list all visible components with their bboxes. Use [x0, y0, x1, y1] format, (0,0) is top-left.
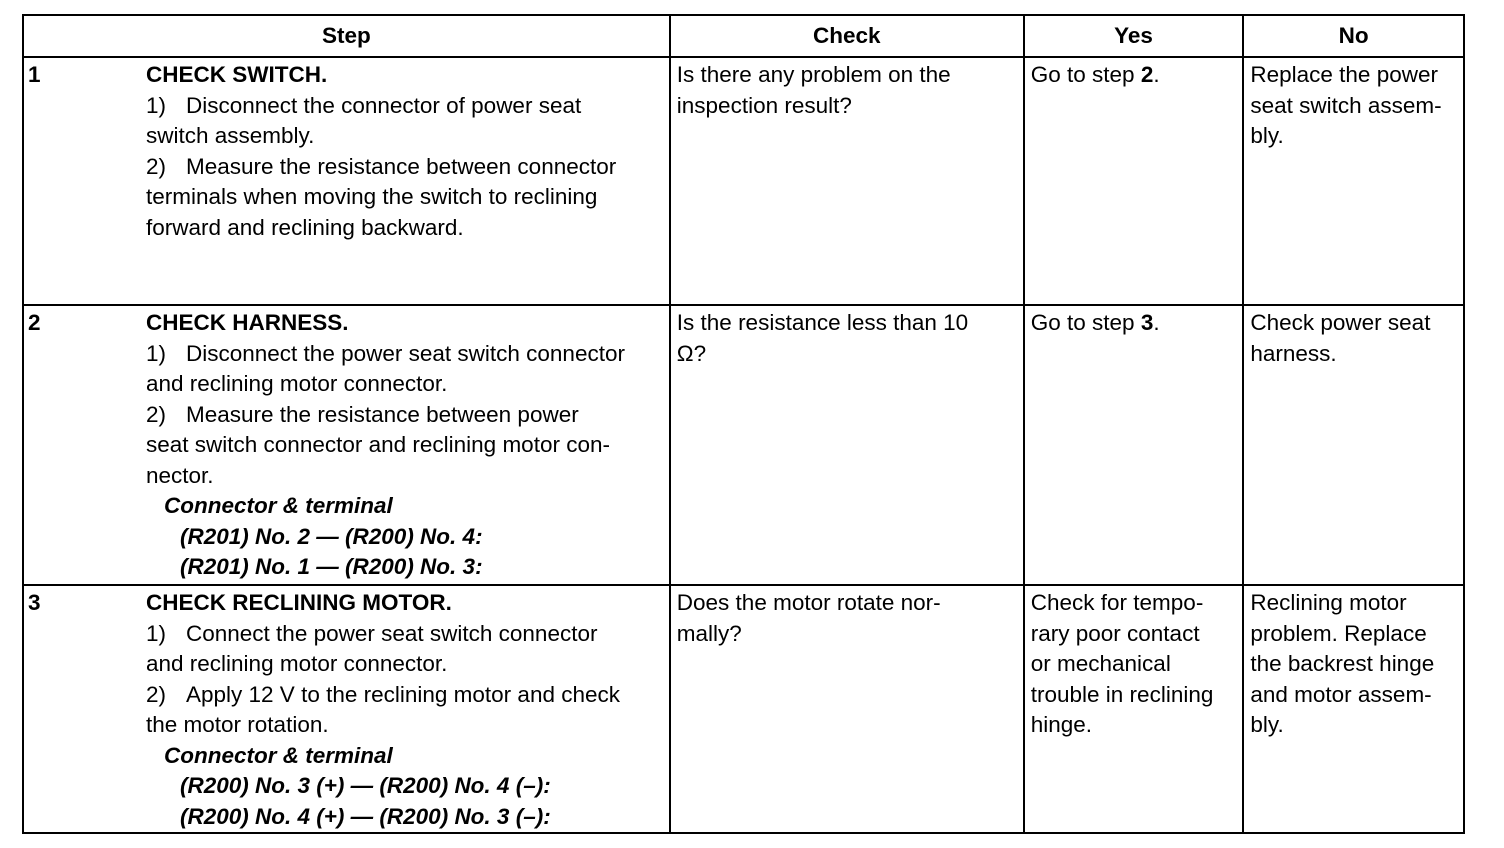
connector-terminal-value: (R200) No. 4 (+) — (R200) No. 3 (–):: [180, 803, 551, 829]
yes-cell: [1024, 585, 1244, 833]
check-text: Does the motor rotate nor-: [676, 590, 941, 615]
item-text-cont: and reclining motor connector.: [146, 651, 448, 676]
no-text: seat switch assem-: [1250, 92, 1442, 118]
item-text-cont: switch assembly.: [146, 123, 315, 148]
header-step: Step: [23, 15, 670, 57]
check-text: mally?: [676, 620, 742, 646]
item-text: Apply 12 V to the reclining motor and check: [186, 681, 620, 707]
yes-text: hinge.: [1030, 712, 1093, 737]
step-title: CHECK RECLINING MOTOR.: [146, 590, 452, 615]
yes-text: Go to step: [1030, 310, 1141, 335]
check-cell: [670, 585, 1024, 833]
step-title: CHECK SWITCH.: [146, 62, 328, 87]
step-cell: [23, 585, 670, 833]
no-text: harness.: [1250, 340, 1337, 366]
no-text: bly.: [1250, 712, 1284, 737]
item-text: Disconnect the power seat switch connector: [186, 340, 625, 366]
step-number: 2: [28, 310, 41, 335]
header-no: No: [1243, 15, 1464, 57]
table-row: [23, 305, 1464, 585]
yes-text: rary poor contact: [1030, 620, 1200, 646]
yes-text-end: .: [1153, 62, 1160, 87]
no-text: and motor assem-: [1250, 681, 1432, 707]
check-cell: [670, 305, 1024, 585]
item-text-cont: seat switch connector and reclining motor con-: [146, 432, 610, 457]
yes-text-end: .: [1153, 310, 1160, 335]
no-text: Replace the power: [1250, 62, 1438, 87]
check-text: inspection result?: [676, 92, 852, 118]
check-text: Is the resistance less than 10: [676, 310, 969, 335]
yes-text: Go to step: [1030, 62, 1141, 87]
no-text: Reclining motor: [1250, 590, 1407, 615]
yes-cell: [1024, 57, 1244, 305]
table-row: [23, 585, 1464, 833]
item-text-cont: and reclining motor connector.: [146, 371, 448, 396]
header-check: Check: [670, 15, 1024, 57]
step-title: CHECK HARNESS.: [146, 310, 349, 335]
check-text: Is there any problem on the: [676, 62, 951, 87]
yes-text: Check for tempo-: [1030, 590, 1204, 615]
no-text: the backrest hinge: [1250, 651, 1435, 676]
check-text: Ω?: [676, 340, 707, 366]
no-text: bly.: [1250, 123, 1284, 148]
connector-terminal-label: Connector & terminal: [164, 742, 393, 768]
item-text-cont: the motor rotation.: [146, 712, 329, 737]
connector-terminal-value: (R201) No. 2 — (R200) No. 4:: [180, 523, 483, 549]
yes-step-ref: 2: [1140, 62, 1154, 87]
step-number: 3: [28, 590, 41, 615]
item-text-cont: terminals when moving the switch to reclining: [146, 184, 598, 209]
check-cell: [670, 57, 1024, 305]
item-text-cont: forward and reclining backward.: [146, 214, 464, 240]
connector-terminal-value: (R201) No. 1 — (R200) No. 3:: [180, 554, 483, 579]
item-number: 1): [146, 620, 167, 646]
item-number: 2): [146, 401, 167, 427]
yes-text: trouble in reclining: [1030, 681, 1214, 707]
item-number: 1): [146, 340, 167, 366]
item-number: 1): [146, 92, 167, 118]
item-text: Measure the resistance between power: [186, 401, 579, 427]
item-text: Disconnect the connector of power seat: [186, 92, 582, 118]
item-number: 2): [146, 153, 167, 179]
yes-step-ref: 3: [1140, 310, 1154, 335]
connector-terminal-value: (R200) No. 3 (+) — (R200) No. 4 (–):: [180, 773, 551, 798]
diagnostic-table: [22, 14, 1465, 834]
no-cell: [1243, 57, 1464, 305]
no-cell: [1243, 585, 1464, 833]
yes-text: or mechanical: [1030, 651, 1171, 676]
item-text: Connect the power seat switch connector: [186, 620, 598, 646]
item-text-cont: nector.: [146, 462, 214, 488]
no-text: Check power seat: [1250, 310, 1431, 335]
header-row: [23, 15, 1464, 57]
item-text: Measure the resistance between connector: [186, 153, 617, 179]
step-cell: [23, 57, 670, 305]
step-number: 1: [28, 62, 41, 87]
item-number: 2): [146, 681, 167, 707]
no-cell: [1243, 305, 1464, 585]
header-yes: Yes: [1024, 15, 1244, 57]
connector-terminal-label: Connector & terminal: [164, 493, 393, 518]
no-text: problem. Replace: [1250, 620, 1427, 646]
table-row: [23, 57, 1464, 305]
yes-cell: [1024, 305, 1244, 585]
step-cell: [23, 305, 670, 585]
